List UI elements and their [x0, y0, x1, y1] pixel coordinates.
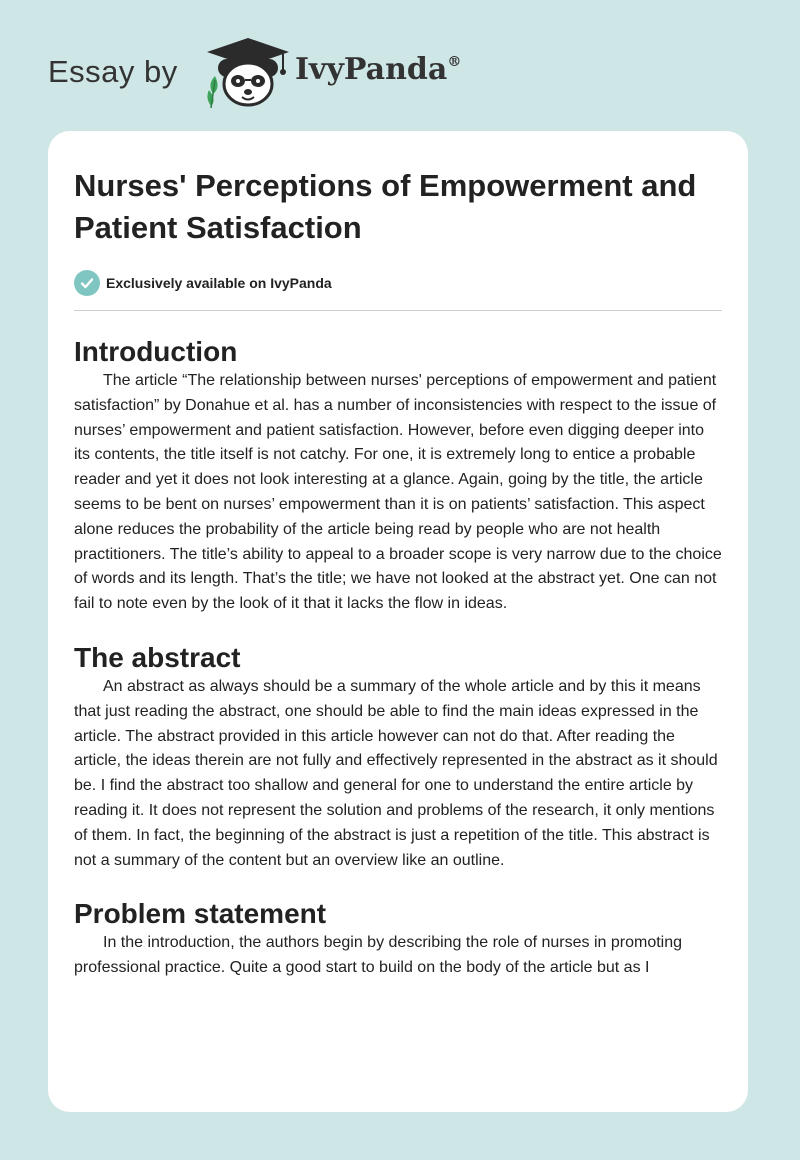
brand-text: IvyPanda — [295, 52, 448, 87]
divider — [74, 310, 722, 311]
page-title: Nurses' Perceptions of Empowerment and Patient Satisfaction — [74, 168, 697, 245]
registered-mark: ® — [447, 54, 462, 70]
section-heading-introduction: Introduction — [74, 336, 238, 367]
section-text-introduction: The article “The relationship between nurses' perceptions of empowerment and patient satisfaction” by Donahue et al. has a number of inconsistencies with respect to the issue of nurses’ empowerment and patient satisfaction. However, before even digging deeper into its contents, the title itself is not catchy. For one, it is extremely long to entice a probable reader and yet it does not look interesting at a glance. Again, going by the title, the article seems to be bent on nurses’ empowerment than it is on patients’ satisfaction. This aspect alone reduces the probability of the article being read by people who are not health practitioners. The title’s ability to appeal to a broader scope is very narrow due to the choice of words and its length. That’s the title; we have not looked at the abstract yet. One can not fail to note even by the look of it that it lacks the flow in ideas. — [74, 372, 722, 613]
section-text-abstract: An abstract as always should be a summary of the whole article and by this it means that just reading the abstract, one should be able to find the main ideas expressed in the article. The abstract provided in this article however can not do that. After reading the article, the ideas therein are not fully and effectively represented in the abstract as it should be. I find the abstract too shallow and general for one to understand the entire article by reading it. It does not represent the solution and problems of the research, it only mentions of them. In fact, the beginning of the abstract is just a repetition of the title. This abstract is not a summary of the content but an overview like an outline. — [74, 677, 718, 869]
exclusive-badge — [74, 269, 722, 297]
badge-text: Exclusively available on IvyPanda — [106, 275, 332, 291]
essay-by-label: Essay by — [48, 54, 178, 89]
section-heading-abstract: The abstract — [74, 641, 241, 673]
essay-card — [48, 131, 748, 1112]
section-text-problem-statement: In the introduction, the authors begin by describing the role of nurses in promoting professional practice. Quite a good start to build on the body of the article but as I — [74, 934, 683, 977]
brand-name — [295, 52, 461, 87]
section-heading-problem-statement: Problem statement — [74, 898, 327, 930]
site-header — [48, 32, 468, 112]
checkmark-icon — [74, 270, 100, 296]
panda-logo-icon[interactable] — [203, 36, 293, 110]
